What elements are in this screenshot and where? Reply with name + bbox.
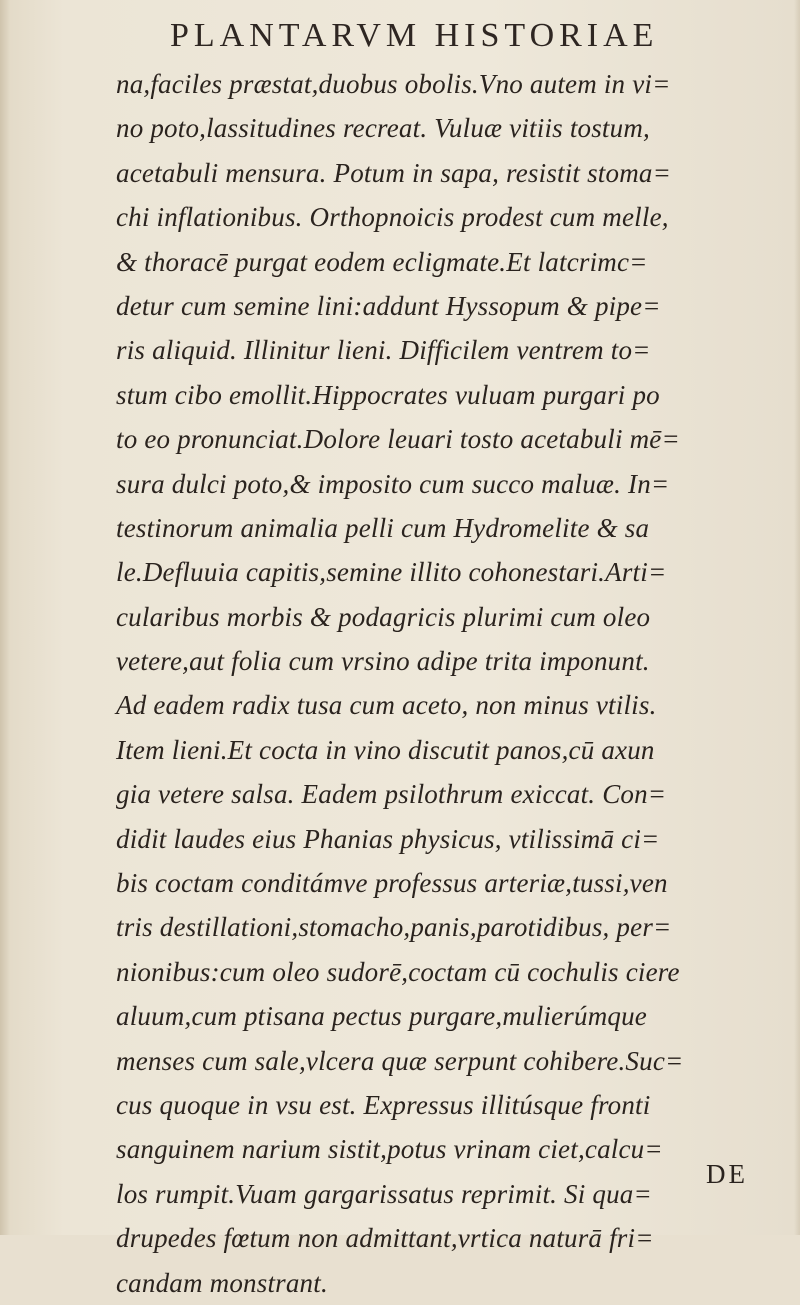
- text-line: acetabuli mensura. Potum in sapa, resistit stoma=: [116, 157, 672, 188]
- text-line: testinorum animalia pelli cum Hydromelite & sa: [116, 512, 650, 543]
- text-line: candam monstrant.: [116, 1267, 328, 1298]
- text-line: nionibus:cum oleo sudorē,coctam cū cochulis ciere: [116, 956, 680, 987]
- text-line: didit laudes eius Phanias physicus, vtilissimā ci=: [116, 823, 660, 854]
- text-line: drupedes fœtum non admittant,vrtica naturā fri=: [116, 1223, 654, 1254]
- text-line: vetere,aut folia cum vrsino adipe trita imponunt.: [116, 646, 650, 677]
- catchword: DE: [706, 1159, 748, 1189]
- text-line: Ad eadem radix tusa cum aceto, non minus vtilis.: [116, 690, 657, 721]
- text-line: no poto,lassitudines recreat. Vuluæ vitiis tostum,: [116, 113, 650, 144]
- text-line: gia vetere salsa. Eadem psilothrum exiccat. Con=: [116, 779, 667, 810]
- text-line: los rumpit.Vuam gargarissatus reprimit. Si qua=: [116, 1178, 652, 1209]
- text-line: sura dulci poto,& imposito cum succo maluæ. In=: [116, 468, 670, 499]
- text-line: detur cum semine lini:addunt Hyssopum & pipe=: [116, 290, 661, 321]
- text-line: Item lieni.Et cocta in vino discutit panos,cū axun: [116, 734, 655, 765]
- text-line: tris destillationi,stomacho,panis,parotidibus, per=: [116, 912, 672, 943]
- text-line: to eo pronunciat.Dolore leuari tosto acetabuli mē=: [116, 424, 680, 455]
- text-line: ris aliquid. Illinitur lieni. Difficilem ventrem to=: [116, 335, 651, 366]
- text-line: aluum,cum ptisana pectus purgare,mulierúmque: [116, 1001, 647, 1032]
- body-text: [116, 62, 786, 1305]
- text-line: le.Defluuia capitis,semine illito cohonestari.Arti=: [116, 557, 667, 588]
- text-line: & thoracē purgat eodem ecligmate.Et latcrimc=: [116, 246, 648, 277]
- text-line: cus quoque in vsu est. Expressus illitúsque fronti: [116, 1089, 651, 1120]
- text-line: cularibus morbis & podagricis plurimi cum oleo: [116, 601, 651, 632]
- text-line: bis coctam conditámve professus arteriæ,tussi,ven: [116, 868, 668, 899]
- text-line: stum cibo emollit.Hippocrates vuluam purgari po: [116, 379, 660, 410]
- text-line: na,faciles præstat,duobus obolis.Vno autem in vi=: [116, 69, 671, 99]
- running-header: PLANTARVM HISTORIAE: [170, 17, 659, 54]
- text-line: chi inflationibus. Orthopnoicis prodest cum melle,: [116, 202, 669, 233]
- text-line: sanguinem narium sistit,potus vrinam ciet,calcu=: [116, 1134, 663, 1165]
- page-right-edge-shadow: [794, 0, 800, 1235]
- text-line: menses cum sale,vlcera quæ serpunt cohibere.Suc=: [116, 1045, 684, 1076]
- page-left-edge-shadow: [0, 0, 10, 1235]
